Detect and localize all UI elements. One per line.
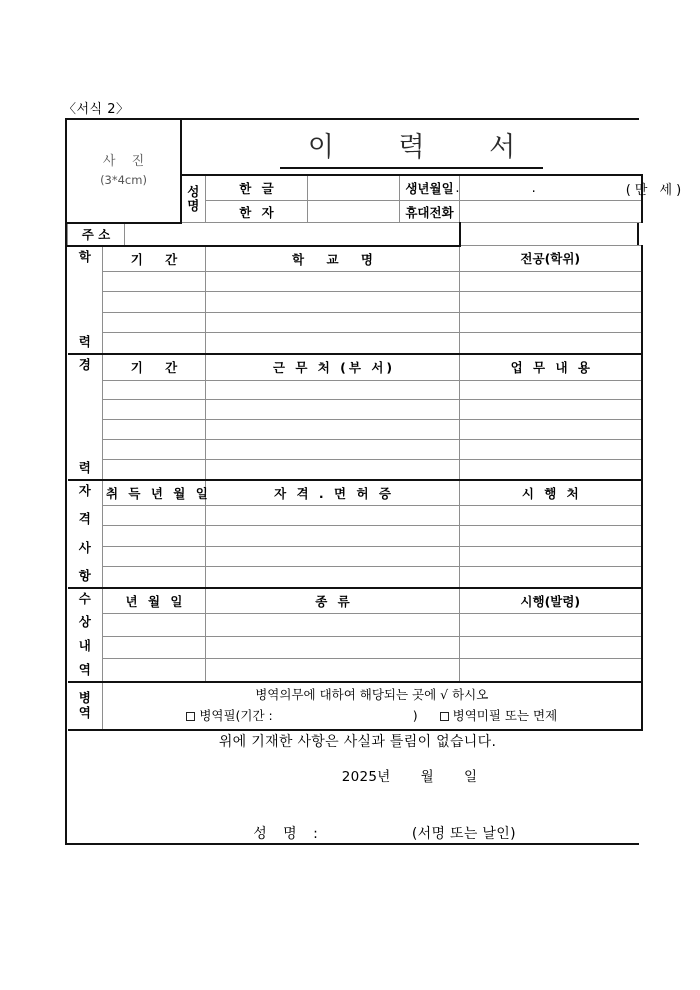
awards-cell-date[interactable] xyxy=(103,636,206,658)
table-row xyxy=(68,567,642,588)
section-label-military xyxy=(68,682,103,730)
checkbox-icon xyxy=(186,712,195,721)
declaration-block xyxy=(68,730,642,843)
career-cell-workplace[interactable] xyxy=(206,420,460,440)
career-cell-period[interactable] xyxy=(103,459,206,479)
table-row xyxy=(68,636,642,658)
qualification-cell-license[interactable] xyxy=(206,546,460,566)
awards-cell-issuer[interactable] xyxy=(460,614,642,636)
table-row xyxy=(68,380,642,400)
section-label-education xyxy=(68,246,103,354)
education-cell-major[interactable] xyxy=(460,333,642,354)
qualification-cell-issuer[interactable] xyxy=(460,505,642,525)
awards-cell-issuer[interactable] xyxy=(460,636,642,658)
awards-label-char: 역 xyxy=(78,662,91,678)
qualification-cell-date[interactable] xyxy=(103,546,206,566)
table-row xyxy=(68,546,642,566)
military-exempt-label: 병역미필 또는 면제 xyxy=(452,707,558,723)
education-cell-period[interactable] xyxy=(103,271,206,291)
table-row xyxy=(68,614,642,636)
awards-header-row xyxy=(68,588,642,614)
career-cell-workplace[interactable] xyxy=(206,380,460,400)
declaration-month[interactable]: 월 xyxy=(420,768,434,785)
name-hanja-label: 한 자 xyxy=(206,201,308,223)
career-label-top: 경 xyxy=(78,356,91,372)
education-cell-school[interactable] xyxy=(206,271,460,291)
table-row xyxy=(68,271,642,291)
military-done-label: 병역필(기간 : xyxy=(199,707,273,723)
resume-grid xyxy=(67,120,686,843)
table-row xyxy=(68,292,642,312)
section-label-career xyxy=(68,354,103,480)
career-label-bottom: 력 xyxy=(78,460,91,476)
military-label-char: 역 xyxy=(78,704,91,720)
education-cell-period[interactable] xyxy=(103,333,206,354)
education-label-bottom: 력 xyxy=(78,334,91,350)
address-value[interactable] xyxy=(125,223,460,246)
education-cell-school[interactable] xyxy=(206,333,460,354)
declaration-year: 2025년 xyxy=(341,768,391,785)
resume-table xyxy=(65,118,686,845)
career-cell-period[interactable] xyxy=(103,439,206,459)
military-done-paren: ) xyxy=(412,707,418,723)
military-done-checkbox[interactable] xyxy=(186,708,199,723)
address-label: 주 소 xyxy=(68,223,125,246)
education-cell-period[interactable] xyxy=(103,312,206,332)
table-row xyxy=(68,400,642,420)
career-header-row xyxy=(68,354,642,381)
military-exempt-checkbox[interactable] xyxy=(440,708,453,723)
qualification-cell-date[interactable] xyxy=(103,505,206,525)
career-cell-workplace[interactable] xyxy=(206,439,460,459)
qualification-cell-license[interactable] xyxy=(206,505,460,525)
awards-label-char: 상 xyxy=(78,614,91,630)
career-cell-period[interactable] xyxy=(103,380,206,400)
education-header-row xyxy=(68,246,642,272)
declaration-signature-line xyxy=(68,823,642,843)
section-label-qualification xyxy=(68,480,103,588)
military-content xyxy=(103,682,642,730)
awards-cell-type[interactable] xyxy=(206,658,460,681)
qualification-col-license: 자 격 . 면 허 증 xyxy=(206,480,460,506)
education-label-top: 학 xyxy=(78,248,91,264)
awards-cell-issuer[interactable] xyxy=(460,658,642,681)
table-row xyxy=(68,505,642,525)
career-col-period: 기 간 xyxy=(103,354,206,381)
qualification-col-issuer: 시 행 처 xyxy=(460,480,642,506)
career-col-duty: 업 무 내 용 xyxy=(460,354,642,381)
declaration-day[interactable]: 일 xyxy=(463,768,478,785)
form-number-label: 〈서식 2〉 xyxy=(63,102,130,117)
declaration-row xyxy=(68,730,642,843)
awards-col-issuer: 시행(발령) xyxy=(460,588,642,614)
career-cell-duty[interactable] xyxy=(460,380,642,400)
birthdate-value[interactable] xyxy=(455,175,686,201)
qualification-label-char: 사 xyxy=(78,539,91,555)
education-cell-major[interactable] xyxy=(460,292,642,312)
name-side-label-bottom: 명 xyxy=(187,198,200,213)
table-row xyxy=(68,439,642,459)
checkbox-icon xyxy=(440,712,449,721)
education-cell-major[interactable] xyxy=(460,312,642,332)
qualification-cell-license[interactable] xyxy=(206,526,460,546)
photo-box[interactable] xyxy=(68,120,181,223)
document-title-cell xyxy=(181,120,642,175)
awards-cell-date[interactable] xyxy=(103,614,206,636)
photo-size-note: (3*4cm) xyxy=(100,172,147,187)
military-instruction: 병역의무에 대하여 해당되는 곳에 √ 하시오 xyxy=(255,686,489,702)
qualification-header-row xyxy=(68,480,642,506)
table-row xyxy=(68,333,642,354)
qualification-cell-issuer[interactable] xyxy=(460,546,642,566)
career-cell-duty[interactable] xyxy=(460,439,642,459)
qualification-cell-issuer[interactable] xyxy=(460,567,642,588)
education-cell-period[interactable] xyxy=(103,292,206,312)
qualification-cell-date[interactable] xyxy=(103,526,206,546)
table-row xyxy=(68,459,642,479)
awards-cell-date[interactable] xyxy=(103,658,206,681)
table-row xyxy=(68,312,642,332)
awards-col-type: 종 류 xyxy=(206,588,460,614)
career-cell-duty[interactable] xyxy=(460,459,642,479)
education-col-period: 기 간 xyxy=(103,246,206,272)
name-side-label-top: 성 xyxy=(187,183,200,199)
declaration-statement: 위에 기재한 사항은 사실과 틀림이 없습니다. xyxy=(218,733,497,750)
birthdate-label: 생년월일 xyxy=(400,175,460,201)
table-row xyxy=(68,526,642,546)
birthdate-dots: . . xyxy=(455,180,570,196)
awards-cell-type[interactable] xyxy=(206,614,460,636)
education-cell-school[interactable] xyxy=(206,312,460,332)
title-row xyxy=(68,120,642,175)
section-label-awards xyxy=(68,588,103,682)
awards-label-char: 수 xyxy=(78,590,91,606)
name-side-label xyxy=(181,175,206,223)
career-cell-duty[interactable] xyxy=(460,400,642,420)
military-options xyxy=(103,706,641,727)
qualification-col-date: 취 득 년 월 일 xyxy=(103,480,206,506)
mobile-label: 휴대전화 xyxy=(400,201,460,223)
military-row xyxy=(68,682,642,730)
education-cell-major[interactable] xyxy=(460,271,642,291)
education-cell-school[interactable] xyxy=(206,292,460,312)
qualification-cell-issuer[interactable] xyxy=(460,526,642,546)
awards-cell-type[interactable] xyxy=(206,636,460,658)
education-col-school: 학 교 명 xyxy=(206,246,460,272)
awards-label-char: 내 xyxy=(78,638,91,654)
qualification-cell-license[interactable] xyxy=(206,567,460,588)
career-cell-period[interactable] xyxy=(103,420,206,440)
qualification-cell-date[interactable] xyxy=(103,567,206,588)
photo-label: 사 진 xyxy=(102,154,151,170)
career-cell-workplace[interactable] xyxy=(206,459,460,479)
page-title: 이 력 서 xyxy=(280,125,543,169)
table-row xyxy=(68,420,642,440)
declaration-name-label: 성 명 : xyxy=(253,825,324,842)
education-col-major: 전공(학위) xyxy=(460,246,642,272)
signature-note: (서명 또는 날인) xyxy=(411,825,516,842)
address-row xyxy=(68,223,642,246)
career-col-workplace: 근 무 처 (부 서) xyxy=(206,354,460,381)
career-cell-duty[interactable] xyxy=(460,420,642,440)
military-label-char: 병 xyxy=(78,690,91,706)
name-korean-value[interactable] xyxy=(308,175,400,201)
career-cell-workplace[interactable] xyxy=(206,400,460,420)
awards-col-date: 년 월 일 xyxy=(103,588,206,614)
mobile-value[interactable] xyxy=(460,201,642,223)
name-korean-label: 한 글 xyxy=(206,175,308,201)
name-hanja-value[interactable] xyxy=(308,201,400,223)
career-cell-period[interactable] xyxy=(103,400,206,420)
age-note: (만 세) xyxy=(625,182,686,198)
table-row xyxy=(68,658,642,681)
declaration-date xyxy=(68,765,642,785)
qualification-label-char: 격 xyxy=(78,511,91,527)
qualification-label-char: 항 xyxy=(78,568,91,584)
qualification-label-char: 자 xyxy=(78,482,91,498)
